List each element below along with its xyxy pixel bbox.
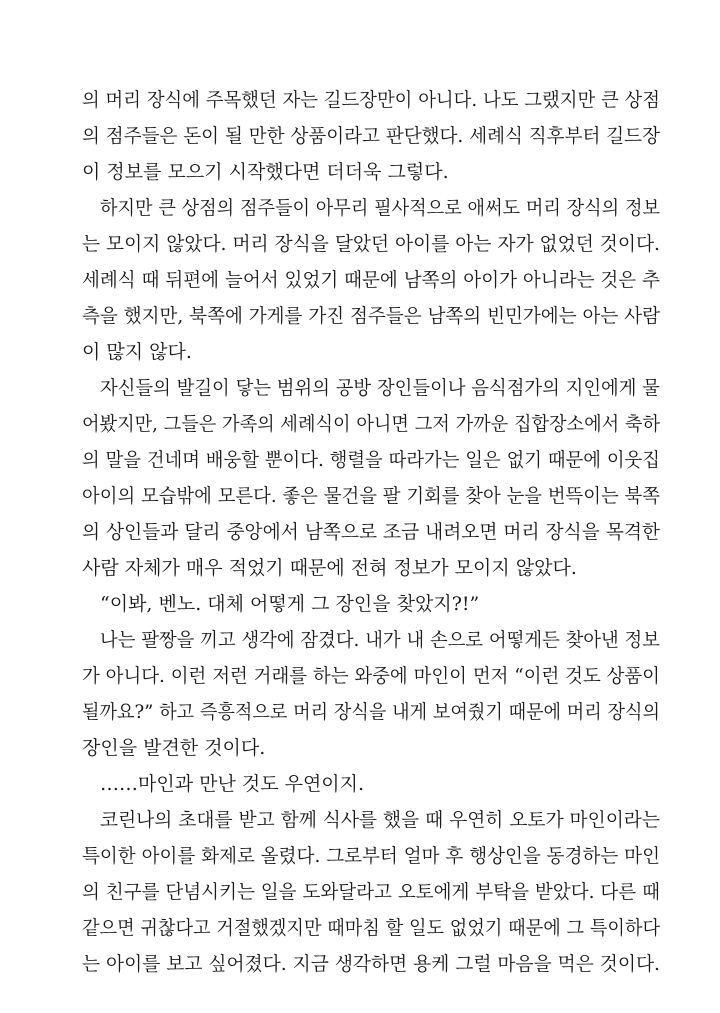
text-line <box>0 82 720 118</box>
text-line <box>0 694 720 730</box>
line-text: 사람 자체가 매우 적었기 때문에 전혀 정보가 모이지 않았다. <box>82 557 577 579</box>
line-text: 어봤지만, 그들은 가족의 세례식이 아니면 그저 가까운 집합장소에서 축하 <box>82 413 661 435</box>
text-line <box>0 910 720 946</box>
text-line <box>0 730 720 766</box>
line-text: 이 많지 않다. <box>82 341 192 363</box>
text-line <box>0 298 720 334</box>
line-text: 의 상인들과 달리 중앙에서 남쪽으로 조금 내려오면 머리 장식을 목격한 <box>82 521 661 543</box>
line-text: 는 아이를 보고 싶어졌다. 지금 생각하면 용케 그럴 마음을 먹은 것이다. <box>82 953 661 975</box>
text-line <box>0 226 720 262</box>
text-line <box>0 586 720 622</box>
text-line <box>0 118 720 154</box>
text-line <box>0 154 720 190</box>
line-text: 가 아니다. 이런 저런 거래를 하는 와중에 마인이 먼저 “이런 것도 상품이 <box>82 665 660 687</box>
line-text: 장인을 발견한 것이다. <box>82 737 266 759</box>
text-line <box>0 622 720 658</box>
line-text: 코린나의 초대를 받고 함께 식사를 했을 때 우연히 오토가 마인이라는 <box>100 809 660 831</box>
line-text: 의 점주들은 돈이 될 만한 상품이라고 판단했다. 세례식 직후부터 길드장 <box>82 125 660 147</box>
text-line <box>0 874 720 910</box>
line-text: 세례식 때 뒤편에 늘어서 있었기 때문에 남쪽의 아이가 아니라는 것은 추 <box>82 269 660 291</box>
line-text: 측을 했지만, 북쪽에 가게를 가진 점주들은 남쪽의 빈민가에는 아는 사람 <box>82 305 660 327</box>
text-line <box>0 658 720 694</box>
line-text: 될까요?” 하고 즉흥적으로 머리 장식을 내게 보여줬기 때문에 머리 장식의 <box>82 701 661 723</box>
text-line <box>0 190 720 226</box>
text-line <box>0 766 720 802</box>
text-line <box>0 550 720 586</box>
line-text: 자신들의 발길이 닿는 범위의 공방 장인들이나 음식점가의 지인에게 물 <box>100 377 660 399</box>
line-text: 아이의 모습밖에 모른다. 좋은 물건을 팔 기회를 찾아 눈을 번뜩이는 북쪽 <box>82 485 660 507</box>
line-text: 이 정보를 모으기 시작했다면 더더욱 그렇다. <box>82 161 449 183</box>
text-line <box>0 838 720 874</box>
text-line <box>0 478 720 514</box>
line-text: 같으면 귀찮다고 거절했겠지만 때마침 할 일도 없었기 때문에 그 특이하다 <box>82 917 661 939</box>
text-line <box>0 262 720 298</box>
line-text: 는 모이지 않았다. 머리 장식을 달았던 아이를 아는 자가 없었던 것이다. <box>82 233 661 255</box>
line-text: 특이한 아이를 화제로 올렸다. 그로부터 얼마 후 행상인을 동경하는 마인 <box>82 845 660 867</box>
text-line <box>0 370 720 406</box>
text-line <box>0 802 720 838</box>
text-line <box>0 406 720 442</box>
line-text: “이봐, 벤노. 대체 어떻게 그 장인을 찾았지?!” <box>100 593 480 615</box>
text-line <box>0 442 720 478</box>
line-text: 의 말을 건네며 배웅할 뿐이다. 행렬을 따라가는 일은 없기 때문에 이웃집 <box>82 449 660 471</box>
line-text: 하지만 큰 상점의 점주들이 아무리 필사적으로 애써도 머리 장식의 정보 <box>100 197 660 219</box>
line-text: ……마인과 만난 것도 우연이지. <box>100 773 365 795</box>
line-text: 의 머리 장식에 주목했던 자는 길드장만이 아니다. 나도 그랬지만 큰 상점 <box>82 89 660 111</box>
line-text: 의 친구를 단념시키는 일을 도와달라고 오토에게 부탁을 받았다. 다른 때 <box>82 881 660 903</box>
line-text: 나는 팔짱을 끼고 생각에 잠겼다. 내가 내 손으로 어떻게든 찾아낸 정보 <box>100 629 660 651</box>
text-line <box>0 334 720 370</box>
text-line <box>0 514 720 550</box>
text-line <box>0 946 720 982</box>
